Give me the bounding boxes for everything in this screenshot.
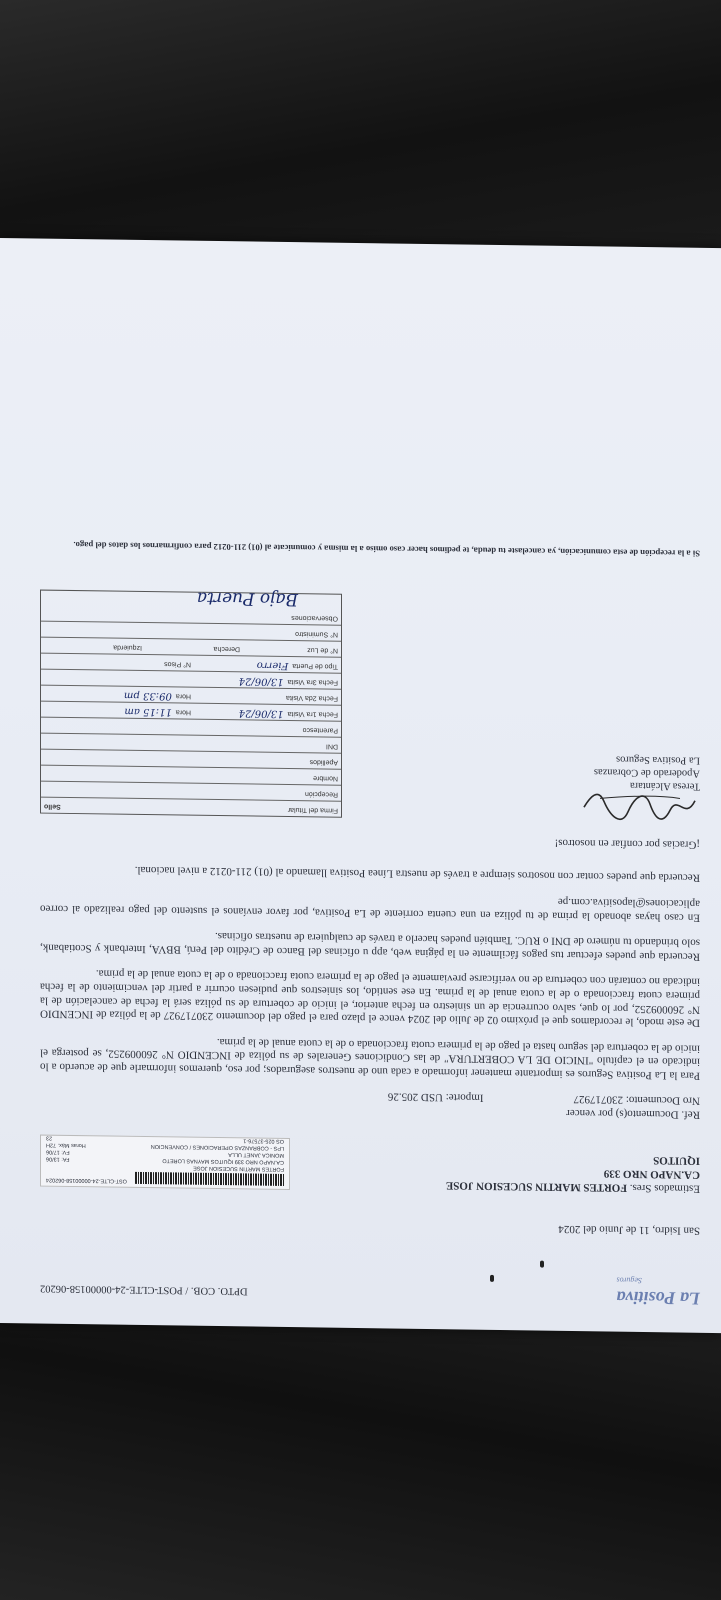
company-logo — [617, 1271, 701, 1308]
label-horas: Horas Máx. 72H — [46, 1141, 86, 1149]
letter-header — [40, 1257, 700, 1308]
signatory-block — [520, 597, 700, 824]
paragraph-3: Recuerda que puedes efectuar tus pagos fácilmente en la página web, app u oficinas del Banco de Crédito del Perú, BBVA, Interbank y Scotiabank, solo brindando tu número de DNI o RUC. También puedes hacerlo a través de cualquiera de nuestras oficinas. — [40, 930, 700, 963]
addressee-name: FORTES MARTIN SUCESION JOSE — [445, 1179, 627, 1194]
label-fv: FV: 17/06 — [46, 1148, 70, 1155]
logo-sub: Seguros — [616, 1275, 642, 1285]
address-row — [40, 1135, 700, 1196]
receipt-firma: Firma del Titular — [287, 805, 338, 814]
receipt-fecha3-value: 13/06/24 — [238, 675, 284, 687]
paragraph-2: De este modo, le recordamos que el próximo 02 de Julio del 2024 vence el plazo para el pago del documento 230717927 de la póliza de INCENDIO N° 260009252, por lo que, salvo ocurrencia de un siniestro en fecha anterior, el inicio de cobertura de su póliza será la fecha de cancelación de la primera cuota fraccionada o de la cuota anual de la prima. En ese sentido, los siniestros que pudiesen ocurrir a partir del vencimiento de la fecha indicada no contarán con cobertura de no verificarse previamente el pago de la primera cuota fraccionada o de la cuota anual de la prima. — [40, 967, 700, 1029]
document-number: Nro Documento: 230717927 — [573, 1093, 700, 1107]
thanks-line: ¡Gracias por confiar en nosotros! — [554, 836, 700, 851]
paragraph-5: Recuerda que puedes contar con nosotros siempre a través de nuestra Línea Positiva llamando al (01) 211-0212 a nivel nacional. — [134, 864, 700, 885]
receipt-hora2-value: 09:33 pm — [123, 689, 172, 702]
signature-area — [40, 590, 700, 823]
receipt-fecha-visita: Fecha 1ra Visita — [287, 709, 338, 718]
label-num: 23 — [46, 1134, 53, 1141]
label-address: CA.NAPO NRO 339 IQUITOS MAYNAS LORETO — [162, 1157, 284, 1165]
date-line: San Isidro, 11 de Junio del 2024 — [558, 1222, 700, 1237]
logo-name: La Positiva — [616, 1287, 700, 1309]
footnote: Si a la recepción de esta comunicación, ya cancelaste tu deuda, te pedimos hacer caso omiso a la misma y comunícate al (01) 211-0212 para confirmarnos los datos del pago. — [73, 540, 700, 560]
salutation: Estimados Sres. — [626, 1181, 700, 1195]
dark-surface-top — [0, 0, 721, 260]
amount: Importe: USD 205.26 — [387, 1090, 484, 1104]
paragraph-4: En caso hayas abonado la prima de tu póliza en una cuenta corriente de La Positiva, por favor envíanos el sustento del pago realizado al correo aplicaciones@lapositiva.com.pe — [40, 895, 700, 924]
receipt-parentesco: Parentesco — [302, 726, 338, 734]
delivery-receipt-form — [40, 590, 342, 818]
receipt-obs-value: Bajo Puerta — [196, 588, 298, 610]
shipping-label — [40, 1135, 290, 1190]
label-fa: FA: 13/06 — [46, 1155, 70, 1162]
receipt-recepcion: Recepción — [304, 790, 338, 798]
receipt-sello: Sello — [44, 802, 61, 810]
receipt-fecha-3ra: Fecha 3ra Visita — [287, 677, 338, 686]
receipt-hora2: Hora — [175, 692, 191, 700]
label-dept: LPS - COBRANZAS OPERACIONES / CONVENCION — [150, 1143, 284, 1151]
receipt-suministro: N° Suministro — [295, 629, 338, 638]
signature-icon — [580, 791, 700, 823]
signatory-name: Teresa Alcántara — [629, 780, 700, 793]
receipt-hora-value: 11:15 am — [124, 705, 172, 718]
signatory-company: La Positiva Seguros — [616, 753, 700, 767]
receipt-hora: Hora — [175, 708, 191, 716]
letter-paper — [0, 238, 721, 1333]
receipt-derecha: Derecha — [213, 644, 240, 653]
addressee-city: IQUITOS — [653, 1154, 700, 1167]
receipt-tipo-value: Fierro — [256, 659, 289, 671]
receipt-fecha-value: 13/06/24 — [238, 707, 284, 719]
receipt-pisos: N° Pisos — [164, 660, 191, 668]
dept-reference: DPTO. COB. / POST-CLTE-24-00000158-06202 — [40, 1282, 248, 1297]
label-code: OST-CLTE-24-00000158-062024 — [46, 1176, 127, 1184]
receipt-n-luz: N° de Luz — [307, 646, 338, 654]
letter-content — [40, 259, 700, 1308]
reference-title: Ref. Documento(s) por vencer — [566, 1106, 700, 1121]
receipt-tipo-puerta: Tipo de Puerta — [292, 661, 338, 670]
paragraph-1: Para la La Positiva Seguros es importante mantener informado a cada uno de nuestros asegurados; por eso, queremos informarle que de acuerdo a lo indicado en el capítulo "INICIO DE LA COBERTURA" de las Condiciones Generales de su póliza de INCENDIO N° 260009252, se posterga el inicio de la cobertura del seguro hasta el pago de la primera cuota fraccionada o de la cuota anual de la prima. — [40, 1035, 700, 1082]
label-os: OS 025-37576-1 — [243, 1137, 284, 1144]
label-courier: MONICA JANET ULLA — [228, 1151, 284, 1158]
signatory-role: Apoderado de Cobranzas — [593, 766, 700, 780]
receipt-apellidos: Apellidos — [309, 758, 338, 766]
handwritten-signature — [520, 791, 700, 824]
barcode — [134, 1172, 284, 1186]
receipt-izquierda: Izquierda — [113, 643, 142, 651]
receipt-nombre: Nombre — [313, 774, 338, 782]
label-name: FORTES MARTIN SUCESION JOSE — [193, 1164, 284, 1172]
dark-surface-bottom — [0, 1310, 721, 1600]
receipt-dni: DNI — [325, 742, 338, 750]
receipt-fecha-2da: Fecha 2da Visita — [285, 693, 338, 702]
receipt-observaciones: Observaciones — [291, 614, 338, 623]
reference-block — [40, 1085, 700, 1122]
addressee-block — [446, 1140, 700, 1196]
addressee-street: CA.NAPO NRO 339 — [603, 1167, 700, 1181]
